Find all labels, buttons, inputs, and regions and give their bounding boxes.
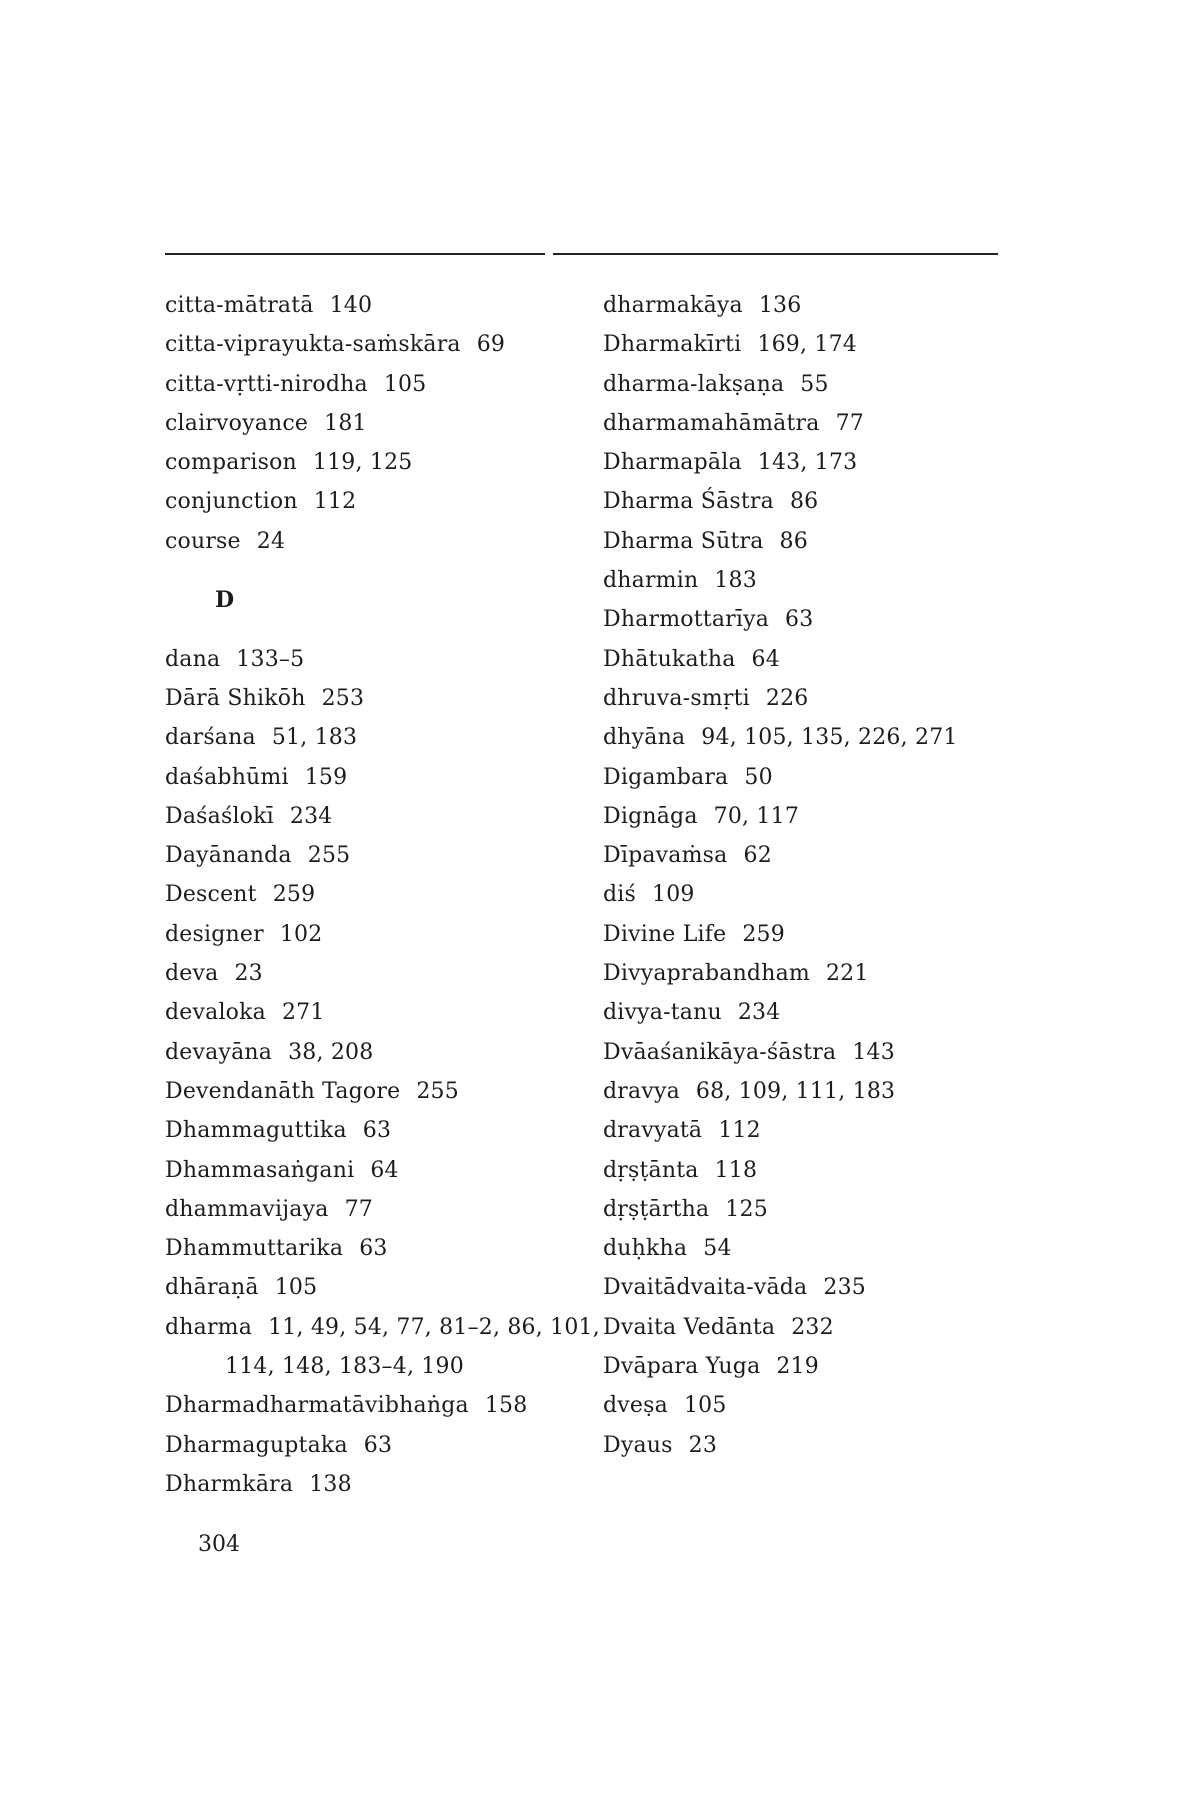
index-term: dravya [603,1078,680,1104]
page-references: 68, 109, 111, 183 [695,1078,896,1104]
page-references: 24 [256,528,286,554]
index-term: daśabhūmi [165,764,289,790]
index-term: dana [165,646,221,672]
page-references: 54 [703,1236,732,1262]
index-entry [603,443,1023,482]
page-references: 51, 183 [271,725,358,751]
index-term: Dvaita Vedānta [603,1314,776,1340]
page-references: 105 [383,371,427,397]
index-entry [165,1268,565,1307]
page-references: 109 [652,882,695,908]
page-references: 138 [309,1471,352,1497]
index-term: course [165,528,241,554]
page-references: 55 [800,371,829,397]
index-term: Dharmaguptaka [165,1432,348,1458]
page-references: 234 [737,1000,781,1026]
page-references: 143, 173 [757,450,858,476]
index-term: dharmin [603,568,699,594]
index-term: Dhammasaṅgani [165,1157,355,1183]
index-entry [603,718,1023,757]
index-entry [165,1308,600,1347]
index-term: Dharmadharmatāvibhaṅga [165,1393,469,1419]
index-term: comparison [165,450,297,476]
index-entry [165,1151,565,1190]
page-references: 63 [363,1432,393,1458]
index-entry [165,1386,565,1425]
index-entry [603,915,1023,954]
page-references: 181 [324,410,367,436]
index-term: dhyāna [603,725,686,751]
page-references: 70, 117 [713,803,800,829]
index-entry [603,286,1023,325]
index-entry [165,758,565,797]
index-term: divya-tanu [603,1000,722,1026]
index-entry [165,1465,565,1504]
page-references: 118 [714,1157,758,1183]
index-entry [165,640,565,679]
index-entry [603,522,1023,561]
page-references: 259 [742,921,785,947]
index-entry [603,797,1023,836]
index-entry [603,600,1023,639]
page-references: 235 [823,1275,866,1301]
page-references: 226 [765,685,809,711]
index-entry [603,836,1023,875]
index-entry [603,561,1023,600]
index-entry [165,482,565,521]
index-entry [603,1111,1023,1150]
page-references: 183 [714,568,757,594]
page-references: 64 [751,646,780,672]
page-references: 77 [344,1196,373,1222]
page-references: 86 [779,528,808,554]
page-references: 86 [789,489,819,515]
index-term: Dvāaśanikāya-śāstra [603,1039,837,1065]
index-term: Digambara [603,764,729,790]
index-term: dhāraṇā [165,1275,259,1301]
index-term: Dvaitādvaita-vāda [603,1275,808,1301]
index-term: Divine Life [603,921,727,947]
index-term: dṛṣṭānta [603,1157,699,1183]
index-entry [603,1151,1023,1190]
index-term: Dharma Śāstra [603,489,774,515]
index-term: dharmakāya [603,293,743,318]
index-entry [603,1268,1023,1307]
index-entry [603,1190,1023,1229]
index-entry [603,993,1023,1032]
index-entry [165,1229,565,1268]
page-references: 112 [313,489,357,515]
page-references: 221 [825,961,869,987]
index-term: devayāna [165,1039,273,1065]
index-column-left [165,286,600,1504]
index-term: Dharmapāla [603,450,742,476]
index-entry [165,1111,565,1150]
index-term: Divyaprabandham [603,961,810,987]
index-term: Dvāpara Yuga [603,1354,761,1380]
index-term: Dārā Shikōh [165,685,306,711]
index-entry [603,1072,1023,1111]
index-term: dhammavijaya [165,1196,329,1222]
index-entry [603,1426,1023,1465]
page-number: 304 [198,1532,240,1557]
index-entry [603,875,1023,914]
index-term: diś [603,882,637,908]
top-rule-left [165,253,545,255]
page-references: 255 [416,1078,459,1104]
index-term: conjunction [165,489,298,515]
page-references: 158 [484,1393,528,1419]
top-rule-right [553,253,998,255]
index-column-right [603,286,1023,1465]
page-references: 255 [307,843,351,869]
index-term: dveṣa [603,1393,668,1419]
index-term: designer [165,921,264,947]
page-references: 69 [476,332,506,358]
index-term: Dharma Sūtra [603,528,764,554]
index-entry [165,836,565,875]
index-term: devaloka [165,1000,266,1026]
index-entry [165,365,565,404]
index-entry [603,640,1023,679]
index-entry [165,443,565,482]
index-entry [165,679,565,718]
page-references: 77 [835,410,864,436]
index-entry [603,758,1023,797]
index-entry [165,718,565,757]
index-term: duḥkha [603,1236,688,1262]
index-entry [165,875,565,914]
index-term: deva [165,961,219,987]
page-references: 105 [683,1393,727,1419]
index-entry [603,1347,1023,1386]
index-entry [603,325,1023,364]
page-references: 94, 105, 135, 226, 271 [701,725,958,751]
page-references: 143 [852,1039,895,1065]
index-entry [603,1229,1023,1268]
index-term: Dharmakīrti [603,332,742,358]
section-heading: D [215,587,235,614]
index-term: Devendanāth Tagore [165,1078,401,1104]
index-term: Dayānanda [165,843,292,869]
index-term: darśana [165,725,256,751]
page-references: 38, 208 [288,1039,374,1065]
index-term: dharma-lakṣaṇa [603,371,785,397]
index-term: dharmamahāmātra [603,410,820,436]
page-references: 105 [274,1275,318,1301]
index-term: dhruva-smṛti [603,685,750,711]
index-entry [165,522,565,561]
page-references: 64 [370,1157,399,1183]
index-term: dravyatā [603,1118,703,1144]
page-references: 232 [791,1314,834,1340]
index-term: Dyaus [603,1432,673,1458]
page-references: 125 [725,1196,768,1222]
index-entry [165,915,565,954]
index-entry [603,365,1023,404]
index-entry [603,1386,1023,1425]
page-references: 119, 125 [312,450,413,476]
index-entry-continuation: 114, 148, 183–4, 190 [225,1354,464,1380]
page-references: 63 [359,1236,388,1262]
index-term: Dhammuttarika [165,1236,344,1262]
index-term: Dharmottarīya [603,607,770,633]
index-term: dṛṣṭārtha [603,1196,710,1222]
index-entry [165,1072,565,1111]
page-references: 169, 174 [757,332,857,358]
page-references: 234 [289,803,333,829]
index-entry [165,954,565,993]
page-references: 112 [718,1118,761,1144]
page-references: 259 [272,882,316,908]
page-references: 271 [281,1000,325,1026]
index-term: Dīpavaṁsa [603,843,728,869]
index-term: Dhātukatha [603,646,736,672]
index-term: Descent [165,882,257,908]
page-references: 23 [688,1432,718,1458]
index-entry [165,993,565,1032]
page-references: 253 [321,685,365,711]
index-entry [165,797,565,836]
page-references: 11, 49, 54, 77, 81–2, 86, 101, [268,1314,600,1340]
index-entry [603,1308,1023,1347]
page-references: 140 [329,293,373,318]
index-term: citta-vṛtti-nirodha [165,371,368,397]
page-references: 63 [785,607,814,633]
page-references: 219 [776,1354,819,1380]
page-references: 159 [304,764,348,790]
page-references: 62 [743,843,772,869]
index-term: clairvoyance [165,410,309,436]
index-term: Daśaślokī [165,803,274,829]
page-references: 23 [234,961,263,987]
index-entry [603,954,1023,993]
index-entry [165,1190,565,1229]
index-term: Dhammaguttika [165,1118,347,1144]
index-entry [603,1033,1023,1072]
index-term: Dharmkāra [165,1471,294,1497]
index-entry [603,404,1023,443]
index-entry [603,679,1023,718]
index-entry [603,482,1023,521]
page-references: 63 [362,1118,392,1144]
page-references: 136 [758,293,802,318]
index-entry [165,325,565,364]
page-references: 50 [744,764,773,790]
index-entry [165,404,565,443]
index-term: citta-viprayukta-saṁskāra [165,332,461,358]
index-entry [165,1033,565,1072]
index-entry [165,286,565,325]
index-entry [165,1426,565,1465]
index-term: Dignāga [603,803,698,829]
page-references: 102 [279,921,323,947]
index-term: dharma [165,1314,253,1340]
page-references: 133–5 [236,646,305,672]
index-term: citta-mātratā [165,293,314,318]
